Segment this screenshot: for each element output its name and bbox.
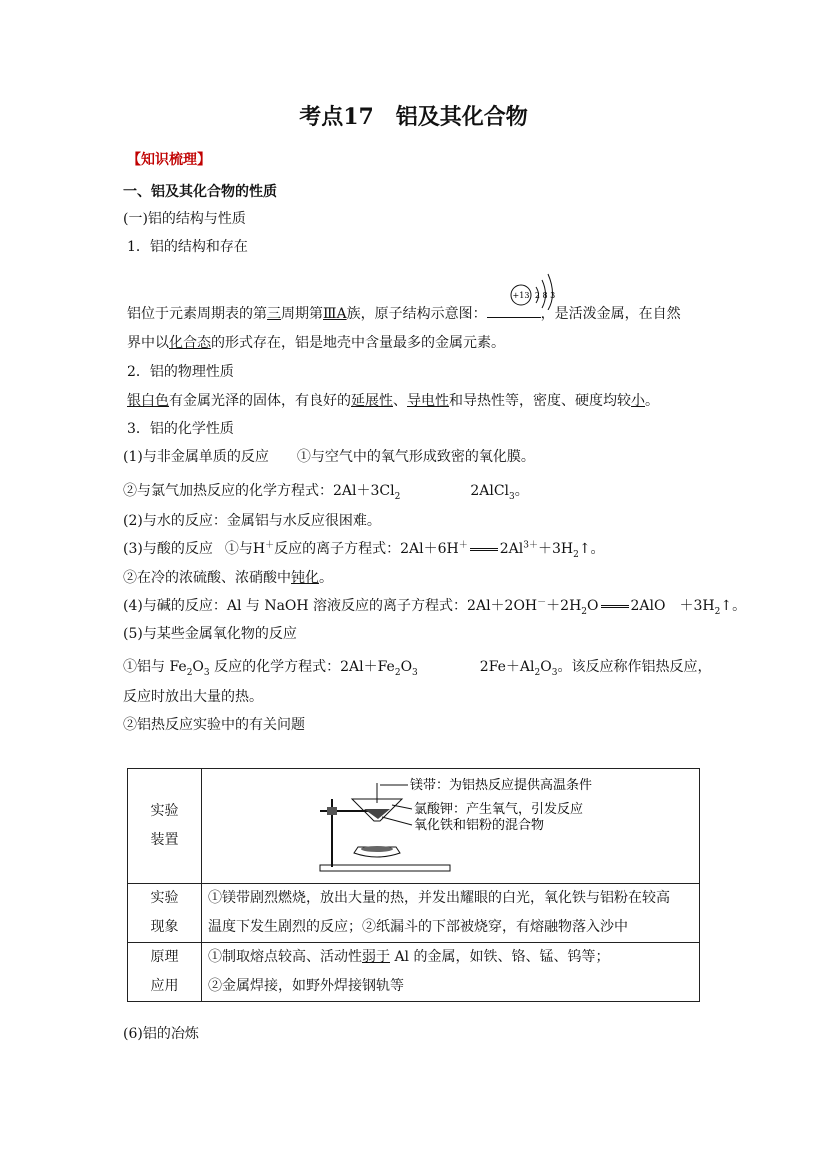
phenomenon-cell: ①镁带剧烈燃烧，放出大量的热，并发出耀眼的白光，氧化铁与铝粉在较高 温度下发生剧烈的反应；②纸漏斗的下部被烧穿，有熔融物落入沙中 [202,884,700,943]
header-phenomenon: 实验 现象 [128,884,202,943]
heading-properties: 一、铝及其化合物的性质 [123,184,277,200]
line-acid: (3)与酸的反应 ①与H＋反应的离子方程式：2Al＋6H＋ $2Al^{3+}+3H_2↑$。 [123,540,605,560]
line-base: (4)与碱的反应：Al 与 NaOH 溶液反应的离子方程式：$2Al+2OH^-+2H_2O$ $2AlO +3H_2↑$。 [123,597,747,617]
item-structure: 1．铝的结构和存在 [127,239,248,255]
item-physical: 2．铝的物理性质 [127,364,234,380]
atom-nucleus-label: +13 [512,291,530,300]
atom-shells-label: 2 8 3 [534,291,556,300]
header-application: 原理 应用 [128,943,202,1002]
atom-structure-diagram [508,262,568,310]
line-thermite: ①铝与 $Fe_2O_3$ 反应的化学方程式：$2Al+Fe_2O_3$ $2Fe+Al_2O_3$。该反应称作铝热反应， [123,659,712,678]
paragraph-position: 铝位于元素周期表的第三周期第ⅢA族，原子结构示意图： ，是活泼金属，在自然 [127,306,681,322]
table-row [128,943,700,1002]
apparatus-cell [202,769,700,884]
label-mixture: 氧化铁和铝粉的混合物 [414,818,545,833]
line-chlorine: ②与氯气加热反应的化学方程式：$2Al+3Cl_2$ 2AlCl$_3$。 [123,483,529,502]
application-cell: ①制取熔点较高、活动性弱于 Al 的金属，如铁、铬、锰、钨等； ②金属焊接，如野外焊接钢轨等 [202,943,700,1002]
table-row [128,884,700,943]
label-kclo3: 氯酸钾：产生氧气，引发反应 [414,802,584,817]
thermite-experiment-table [127,768,700,1002]
page-title: 考点17 铝及其化合物 [299,104,528,130]
line-heat: 反应时放出大量的热。 [123,689,263,705]
paragraph-existence: 界中以化合态的形式存在，铝是地壳中含量最多的金属元素。 [127,335,505,351]
line-passivation: ②在冷的浓硫酸、浓硝酸中钝化。 [123,570,333,586]
label-magnesium: 镁带：为铝热反应提供高温条件 [410,778,593,793]
line-metal-oxide: (5)与某些金属氧化物的反应 [123,626,297,642]
line-smelting: (6)铝的冶炼 [123,1026,199,1042]
header-apparatus: 实验 装置 [128,769,202,884]
paragraph-physical: 银白色有金属光泽的固体，有良好的延展性、导电性和导热性等，密度、硬度均较小。 [127,393,659,409]
diagram-blank [487,305,541,318]
subheading-structure: (一)铝的结构与性质 [123,211,246,227]
line-nonmetal: (1)与非金属单质的反应 ①与空气中的氧气形成致密的氧化膜。 [123,449,535,465]
table-row [128,769,700,884]
section-tag: 【知识梳理】 [127,152,211,168]
line-experiment-issues: ②铝热反应实验中的有关问题 [123,717,305,733]
line-water: (2)与水的反应：金属铝与水反应很困难。 [123,513,381,529]
item-chemical: 3．铝的化学性质 [127,421,234,437]
thermite-apparatus-diagram [202,769,702,883]
